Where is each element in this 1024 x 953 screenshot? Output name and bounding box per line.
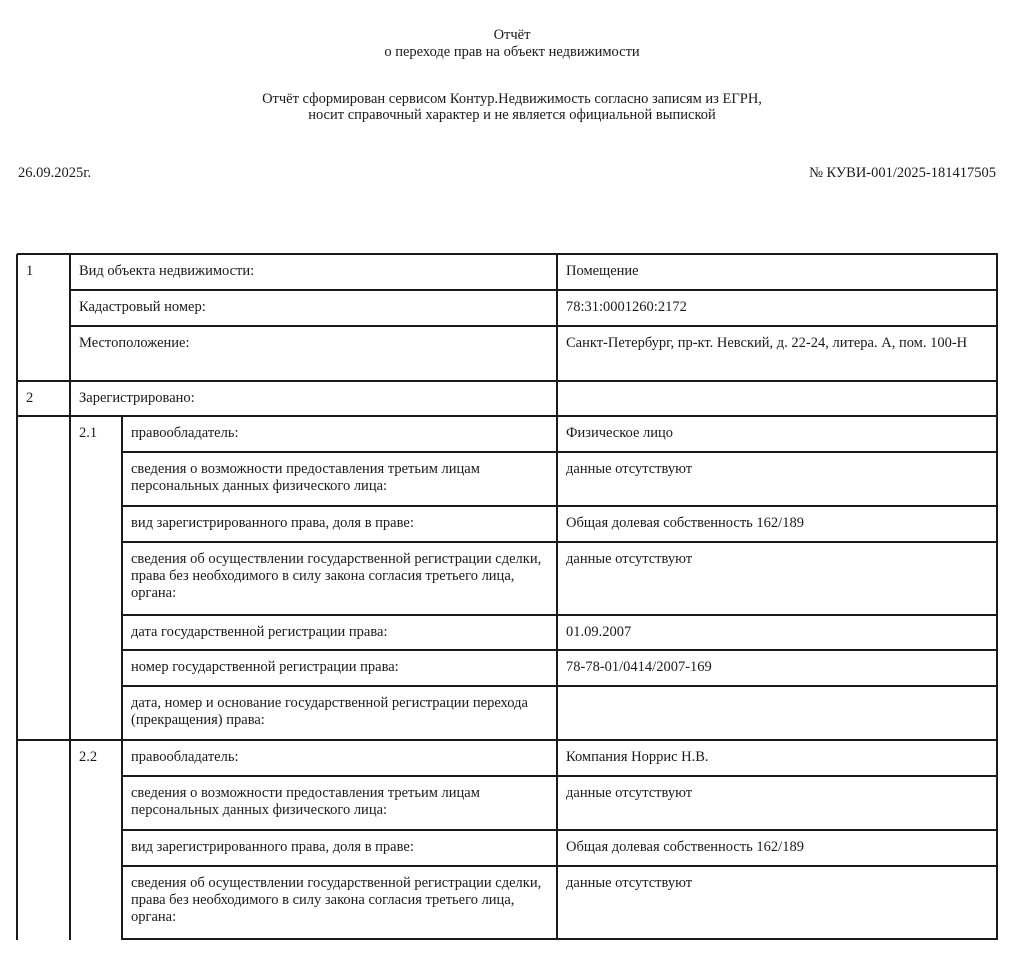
table-rule: [122, 649, 998, 651]
report-subtitle: о переходе прав на объект недвижимости: [384, 44, 640, 60]
field-label: сведения об осуществлении государственной регистрации сделки, права без необходимого в силу закона согласия третьего лица, органа:: [131, 875, 542, 925]
field-value: Помещение: [566, 263, 639, 279]
field-label: вид зарегистрированного права, доля в праве:: [131, 839, 414, 855]
table-rule: [70, 325, 998, 327]
field-label: номер государственной регистрации права:: [131, 659, 399, 675]
report-date: 26.09.2025г.: [18, 165, 92, 181]
field-label: Зарегистрировано:: [79, 390, 195, 406]
disclaimer-line-2: носит справочный характер и не является официальной выпиской: [308, 107, 716, 123]
table-rule: [70, 289, 998, 291]
table-rule: [122, 685, 998, 687]
table-rule: [122, 938, 998, 940]
field-value: данные отсутствуют: [566, 551, 693, 567]
table-rule: [122, 865, 998, 867]
table-top-border: [17, 253, 998, 255]
report-title: Отчёт: [493, 27, 531, 43]
field-label: Вид объекта недвижимости:: [79, 263, 255, 279]
table-rule: [17, 415, 998, 417]
field-value: данные отсутствуют: [566, 461, 693, 477]
field-value: данные отсутствуют: [566, 785, 693, 801]
table-rule: [122, 451, 998, 453]
section-number: 1: [26, 263, 34, 279]
field-value: данные отсутствуют: [566, 875, 693, 891]
table-rule: [556, 254, 558, 940]
field-label: вид зарегистрированного права, доля в праве:: [131, 515, 414, 531]
field-value: Общая долевая собственность 162/189: [566, 839, 804, 855]
field-label: правообладатель:: [131, 425, 239, 441]
entry-separator: [17, 739, 998, 741]
table-rule: [122, 829, 998, 831]
field-label: Местоположение:: [79, 335, 190, 351]
field-label: Кадастровый номер:: [79, 299, 206, 315]
entry-number: 2.1: [79, 425, 98, 441]
field-label: сведения об осуществлении государственной регистрации сделки, права без необходимого в силу закона согласия третьего лица, органа:: [131, 551, 542, 601]
field-value: Общая долевая собственность 162/189: [566, 515, 804, 531]
section-number: 2: [26, 390, 34, 406]
document-number: № КУВИ-001/2025-181417505: [809, 165, 996, 181]
field-label: сведения о возможности предоставления третьим лицам персональных данных физического лица:: [131, 461, 480, 494]
table-rule: [69, 254, 71, 940]
table-rule: [122, 541, 998, 543]
table-left-border: [16, 254, 18, 940]
field-label: правообладатель:: [131, 749, 239, 765]
field-value: Физическое лицо: [566, 425, 674, 441]
table-rule: [122, 614, 998, 616]
table-right-border: [996, 254, 998, 940]
table-rule: [122, 775, 998, 777]
field-value: 78-78-01/0414/2007-169: [566, 659, 712, 675]
field-label: сведения о возможности предоставления третьим лицам персональных данных физического лица:: [131, 785, 480, 818]
table-rule: [17, 380, 998, 382]
table-rule: [121, 740, 123, 940]
field-value: Санкт-Петербург, пр-кт. Невский, д. 22-24, литера. А, пом. 100-Н: [566, 335, 968, 351]
field-value: 78:31:0001260:2172: [566, 299, 687, 315]
field-label: дата государственной регистрации права:: [131, 624, 388, 640]
table-rule: [121, 416, 123, 741]
field-label: дата, номер и основание государственной регистрации перехода (прекращения) права:: [131, 695, 528, 728]
disclaimer-line-1: Отчёт сформирован сервисом Контур.Недвижимость согласно записям из ЕГРН,: [262, 91, 762, 107]
field-value: 01.09.2007: [566, 624, 632, 640]
entry-number: 2.2: [79, 749, 98, 765]
table-rule: [122, 505, 998, 507]
field-value: Компания Норрис Н.В.: [566, 749, 709, 765]
